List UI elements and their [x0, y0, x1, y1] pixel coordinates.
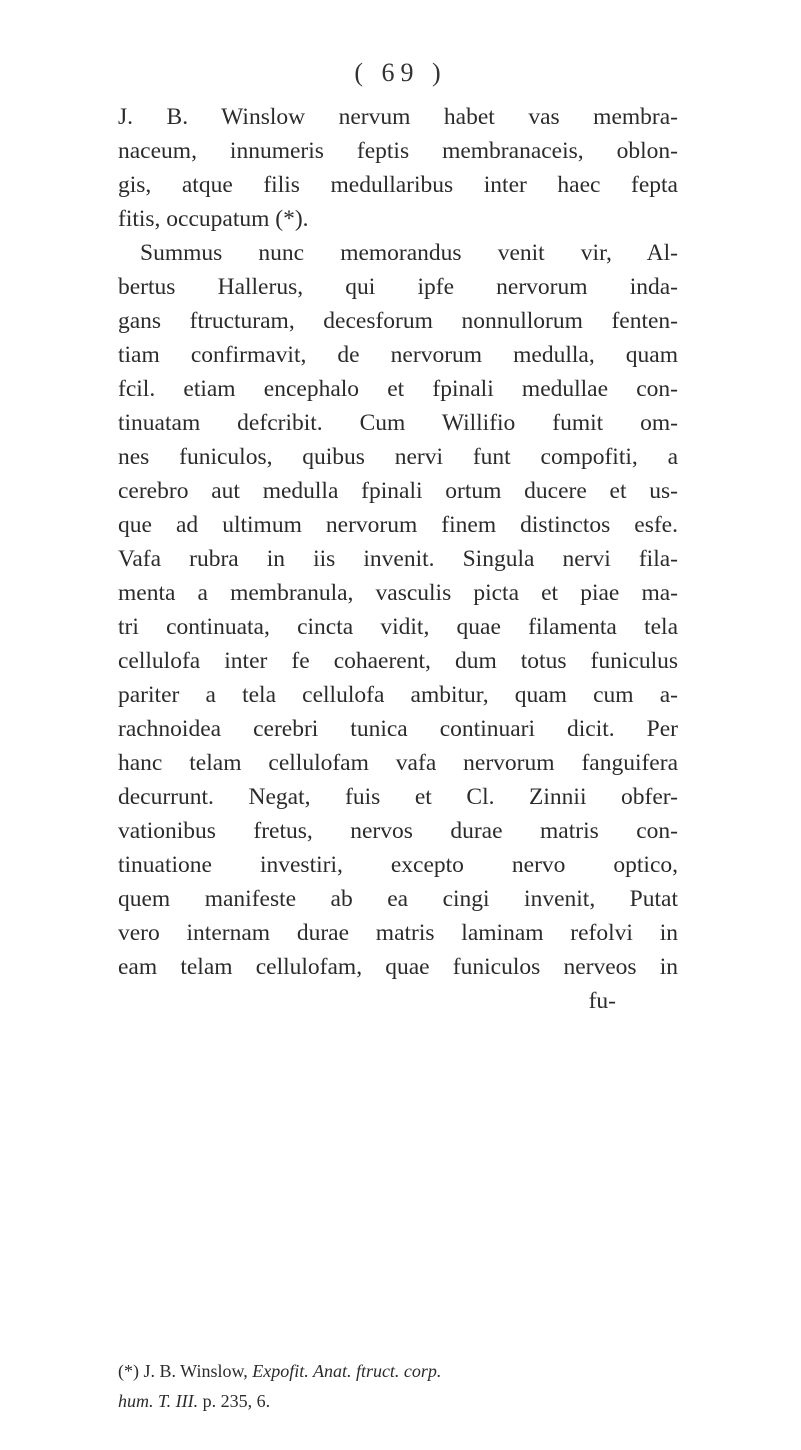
- text-line: gans ftructuram, decesforum nonnullorum fenten-: [118, 308, 678, 334]
- text-line: tiam confirmavit, de nervorum medulla, quam: [118, 342, 678, 368]
- text-line: hanc telam cellulofam vafa nervorum fanguifera: [118, 750, 678, 776]
- text-line: vationibus fretus, nervos durae matris con-: [118, 818, 678, 844]
- text-line: vero internam durae matris laminam refolvi in: [118, 920, 678, 946]
- text-line: decurrunt. Negat, fuis et Cl. Zinnii obfer-: [118, 784, 678, 810]
- footnote: [118, 1356, 678, 1416]
- text-line: menta a membranula, vasculis picta et piae ma-: [118, 580, 678, 606]
- text-line: J. B. Winslow nervum habet vas membra-: [118, 104, 678, 130]
- text-line: pariter a tela cellulofa ambitur, quam cum a-: [118, 682, 678, 708]
- text-line: Vafa rubra in iis invenit. Singula nervi fila-: [118, 546, 678, 572]
- text-line: rachnoidea cerebri tunica continuari dicit. Per: [118, 716, 678, 742]
- footnote-line-1: [118, 1356, 678, 1386]
- page-number: ( 69 ): [354, 58, 447, 87]
- catchword: fu-: [588, 988, 616, 1014]
- text-line: tinuatam defcribit. Cum Willifio fumit om-: [118, 410, 678, 436]
- text-line: fitis, occupatum (*).: [118, 206, 309, 232]
- text-line: cellulofa inter fe cohaerent, dum totus funiculus: [118, 648, 678, 674]
- text-line: eam telam cellulofam, quae funiculos nerveos in: [118, 954, 678, 980]
- footnote-title: Expofit. Anat. ftruct. corp.: [252, 1361, 442, 1381]
- text-line: tinuatione investiri, excepto nervo optico,: [118, 852, 678, 878]
- text-line: nes funiculos, quibus nervi funt compofiti, a: [118, 444, 678, 470]
- text-line: cerebro aut medulla fpinali ortum ducere et us-: [118, 478, 678, 504]
- footnote-line-2: [118, 1386, 678, 1416]
- footnote-volume: hum. T. III.: [118, 1391, 199, 1411]
- text-line: tri continuata, cincta vidit, quae filamenta tela: [118, 614, 678, 640]
- body-text: [118, 100, 678, 1018]
- text-line: bertus Hallerus, qui ipfe nervorum inda-: [118, 274, 678, 300]
- footnote-page: p. 235, 6.: [202, 1391, 271, 1411]
- text-line: quem manifeste ab ea cingi invenit, Putat: [118, 886, 678, 912]
- text-line: fcil. etiam encephalo et fpinali medullae con-: [118, 376, 678, 402]
- text-line: gis, atque filis medullaribus inter haec fepta: [118, 172, 678, 198]
- text-line: Summus nunc memorandus venit vir, Al-: [140, 240, 678, 266]
- text-line: que ad ultimum nervorum finem distinctos esfe.: [118, 512, 678, 538]
- footnote-author: (*) J. B. Winslow,: [118, 1361, 248, 1381]
- text-line: naceum, innumeris feptis membranaceis, oblon-: [118, 138, 678, 164]
